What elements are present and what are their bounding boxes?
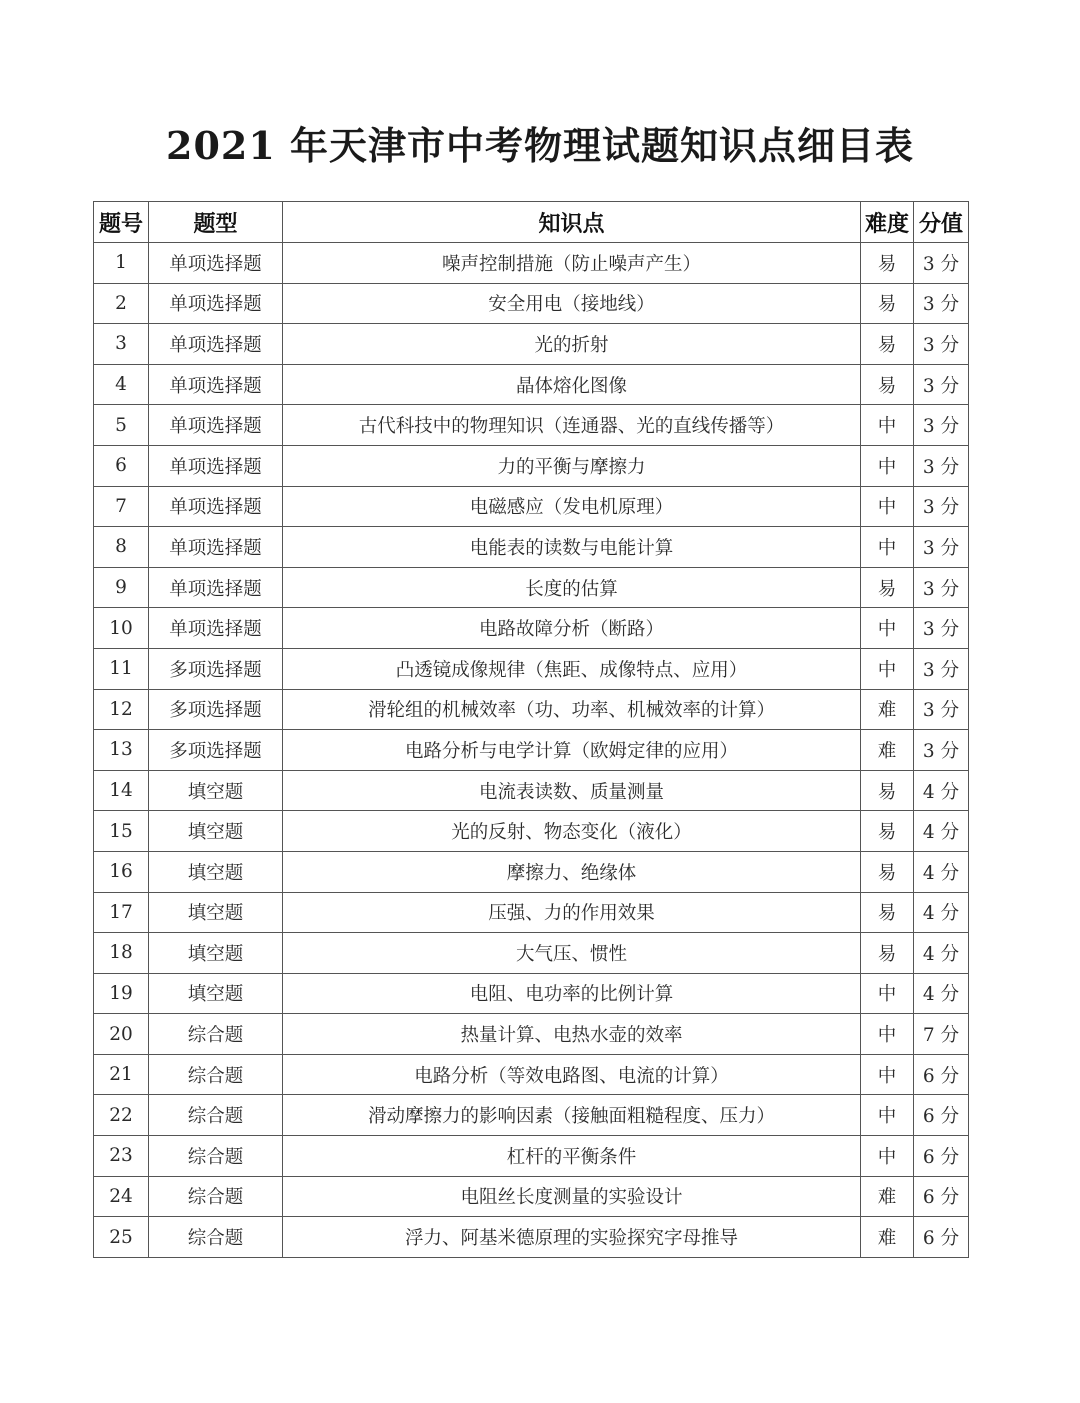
cell-difficulty: 易 — [861, 364, 914, 405]
cell-question-type: 单项选择题 — [149, 324, 283, 365]
cell-question-number: 14 — [94, 770, 149, 811]
cell-question-number: 21 — [94, 1054, 149, 1095]
cell-difficulty: 难 — [861, 1217, 914, 1258]
cell-score: 6 分 — [914, 1054, 969, 1095]
cell-question-type: 综合题 — [149, 1054, 283, 1095]
cell-question-number: 1 — [94, 243, 149, 284]
cell-score: 3 分 — [914, 527, 969, 568]
cell-score: 6 分 — [914, 1095, 969, 1136]
cell-difficulty: 易 — [861, 933, 914, 974]
cell-question-number: 12 — [94, 689, 149, 730]
cell-difficulty: 难 — [861, 730, 914, 771]
cell-difficulty: 易 — [861, 892, 914, 933]
cell-difficulty: 易 — [861, 243, 914, 284]
cell-question-type: 填空题 — [149, 892, 283, 933]
cell-score: 3 分 — [914, 405, 969, 446]
cell-knowledge-point: 晶体熔化图像 — [283, 364, 861, 405]
cell-knowledge-point: 长度的估算 — [283, 567, 861, 608]
cell-question-type: 单项选择题 — [149, 486, 283, 527]
cell-knowledge-point: 滑动摩擦力的影响因素（接触面粗糙程度、压力） — [283, 1095, 861, 1136]
cell-knowledge-point: 杠杆的平衡条件 — [283, 1136, 861, 1177]
table-row — [94, 1217, 969, 1258]
cell-score: 3 分 — [914, 648, 969, 689]
cell-knowledge-point: 压强、力的作用效果 — [283, 892, 861, 933]
cell-question-type: 多项选择题 — [149, 730, 283, 771]
table-row — [94, 283, 969, 324]
cell-question-number: 11 — [94, 648, 149, 689]
cell-knowledge-point: 电流表读数、质量测量 — [283, 770, 861, 811]
cell-knowledge-point: 电路分析（等效电路图、电流的计算） — [283, 1054, 861, 1095]
table-row — [94, 770, 969, 811]
cell-question-number: 3 — [94, 324, 149, 365]
cell-question-type: 综合题 — [149, 1176, 283, 1217]
cell-question-type: 填空题 — [149, 973, 283, 1014]
cell-score: 3 分 — [914, 486, 969, 527]
cell-question-number: 2 — [94, 283, 149, 324]
cell-question-number: 23 — [94, 1136, 149, 1177]
cell-score: 7 分 — [914, 1014, 969, 1055]
table-row — [94, 486, 969, 527]
cell-difficulty: 易 — [861, 811, 914, 852]
cell-knowledge-point: 光的反射、物态变化（液化） — [283, 811, 861, 852]
table-row — [94, 324, 969, 365]
table-row — [94, 243, 969, 284]
cell-knowledge-point: 浮力、阿基米德原理的实验探究字母推导 — [283, 1217, 861, 1258]
table-row — [94, 1014, 969, 1055]
table-body — [94, 243, 969, 1258]
cell-difficulty: 中 — [861, 445, 914, 486]
cell-knowledge-point: 光的折射 — [283, 324, 861, 365]
table-row — [94, 811, 969, 852]
knowledge-point-table — [93, 201, 969, 1258]
cell-difficulty: 难 — [861, 689, 914, 730]
cell-knowledge-point: 噪声控制措施（防止噪声产生） — [283, 243, 861, 284]
cell-difficulty: 易 — [861, 770, 914, 811]
table-row — [94, 445, 969, 486]
cell-score: 4 分 — [914, 851, 969, 892]
cell-knowledge-point: 古代科技中的物理知识（连通器、光的直线传播等） — [283, 405, 861, 446]
table-row — [94, 1136, 969, 1177]
cell-question-number: 17 — [94, 892, 149, 933]
cell-knowledge-point: 摩擦力、绝缘体 — [283, 851, 861, 892]
cell-question-type: 单项选择题 — [149, 567, 283, 608]
cell-difficulty: 中 — [861, 1136, 914, 1177]
cell-question-type: 单项选择题 — [149, 243, 283, 284]
cell-knowledge-point: 热量计算、电热水壶的效率 — [283, 1014, 861, 1055]
cell-question-number: 19 — [94, 973, 149, 1014]
cell-score: 3 分 — [914, 567, 969, 608]
cell-question-type: 多项选择题 — [149, 689, 283, 730]
cell-question-number: 18 — [94, 933, 149, 974]
cell-question-type: 综合题 — [149, 1014, 283, 1055]
cell-question-type: 单项选择题 — [149, 405, 283, 446]
cell-difficulty: 中 — [861, 608, 914, 649]
cell-question-type: 单项选择题 — [149, 527, 283, 568]
cell-difficulty: 中 — [861, 973, 914, 1014]
table-row — [94, 689, 969, 730]
cell-difficulty: 中 — [861, 405, 914, 446]
table-row — [94, 1054, 969, 1095]
cell-score: 3 分 — [914, 689, 969, 730]
cell-knowledge-point: 大气压、惯性 — [283, 933, 861, 974]
header-question-number: 题号 — [94, 202, 149, 243]
cell-question-type: 填空题 — [149, 811, 283, 852]
cell-question-type: 多项选择题 — [149, 648, 283, 689]
cell-difficulty: 难 — [861, 1176, 914, 1217]
cell-question-number: 22 — [94, 1095, 149, 1136]
cell-score: 4 分 — [914, 770, 969, 811]
cell-question-number: 4 — [94, 364, 149, 405]
header-question-type: 题型 — [149, 202, 283, 243]
cell-question-type: 单项选择题 — [149, 364, 283, 405]
cell-knowledge-point: 电阻丝长度测量的实验设计 — [283, 1176, 861, 1217]
cell-knowledge-point: 安全用电（接地线） — [283, 283, 861, 324]
cell-difficulty: 中 — [861, 527, 914, 568]
cell-question-number: 9 — [94, 567, 149, 608]
cell-question-number: 13 — [94, 730, 149, 771]
cell-question-type: 综合题 — [149, 1217, 283, 1258]
cell-question-type: 单项选择题 — [149, 608, 283, 649]
cell-question-type: 综合题 — [149, 1095, 283, 1136]
cell-question-type: 填空题 — [149, 770, 283, 811]
table-row — [94, 1095, 969, 1136]
cell-question-number: 20 — [94, 1014, 149, 1055]
table-row — [94, 730, 969, 771]
table-row — [94, 405, 969, 446]
cell-score: 3 分 — [914, 364, 969, 405]
cell-question-number: 8 — [94, 527, 149, 568]
cell-difficulty: 易 — [861, 851, 914, 892]
cell-difficulty: 易 — [861, 324, 914, 365]
cell-score: 3 分 — [914, 730, 969, 771]
header-score: 分值 — [914, 202, 969, 243]
cell-difficulty: 易 — [861, 283, 914, 324]
cell-score: 3 分 — [914, 445, 969, 486]
header-difficulty: 难度 — [861, 202, 914, 243]
cell-score: 3 分 — [914, 324, 969, 365]
table-row — [94, 364, 969, 405]
table-header-row — [94, 202, 969, 243]
cell-question-number: 24 — [94, 1176, 149, 1217]
cell-knowledge-point: 电路故障分析（断路） — [283, 608, 861, 649]
table-row — [94, 648, 969, 689]
table-row — [94, 892, 969, 933]
table-row — [94, 851, 969, 892]
cell-question-type: 综合题 — [149, 1136, 283, 1177]
cell-difficulty: 中 — [861, 1054, 914, 1095]
cell-score: 3 分 — [914, 283, 969, 324]
cell-knowledge-point: 电能表的读数与电能计算 — [283, 527, 861, 568]
cell-score: 6 分 — [914, 1176, 969, 1217]
table-row — [94, 527, 969, 568]
cell-question-number: 7 — [94, 486, 149, 527]
cell-difficulty: 易 — [861, 567, 914, 608]
cell-score: 6 分 — [914, 1136, 969, 1177]
cell-score: 4 分 — [914, 892, 969, 933]
cell-question-number: 5 — [94, 405, 149, 446]
cell-score: 4 分 — [914, 933, 969, 974]
cell-score: 3 分 — [914, 608, 969, 649]
cell-knowledge-point: 电磁感应（发电机原理） — [283, 486, 861, 527]
cell-question-number: 6 — [94, 445, 149, 486]
cell-question-type: 填空题 — [149, 851, 283, 892]
table-row — [94, 1176, 969, 1217]
page-title: 2021 年天津市中考物理试题知识点细目表 — [166, 123, 914, 168]
cell-knowledge-point: 力的平衡与摩擦力 — [283, 445, 861, 486]
cell-question-number: 10 — [94, 608, 149, 649]
cell-score: 4 分 — [914, 973, 969, 1014]
cell-knowledge-point: 滑轮组的机械效率（功、功率、机械效率的计算） — [283, 689, 861, 730]
cell-difficulty: 中 — [861, 486, 914, 527]
cell-score: 6 分 — [914, 1217, 969, 1258]
cell-knowledge-point: 电路分析与电学计算（欧姆定律的应用） — [283, 730, 861, 771]
cell-difficulty: 中 — [861, 1095, 914, 1136]
cell-score: 3 分 — [914, 243, 969, 284]
cell-question-number: 15 — [94, 811, 149, 852]
cell-question-number: 25 — [94, 1217, 149, 1258]
cell-difficulty: 中 — [861, 1014, 914, 1055]
cell-question-type: 单项选择题 — [149, 283, 283, 324]
cell-difficulty: 中 — [861, 648, 914, 689]
cell-question-type: 单项选择题 — [149, 445, 283, 486]
header-knowledge-point: 知识点 — [283, 202, 861, 243]
table-row — [94, 973, 969, 1014]
cell-knowledge-point: 电阻、电功率的比例计算 — [283, 973, 861, 1014]
cell-knowledge-point: 凸透镜成像规律（焦距、成像特点、应用） — [283, 648, 861, 689]
table-row — [94, 567, 969, 608]
cell-score: 4 分 — [914, 811, 969, 852]
cell-question-number: 16 — [94, 851, 149, 892]
table-row — [94, 608, 969, 649]
cell-question-type: 填空题 — [149, 933, 283, 974]
table-row — [94, 933, 969, 974]
